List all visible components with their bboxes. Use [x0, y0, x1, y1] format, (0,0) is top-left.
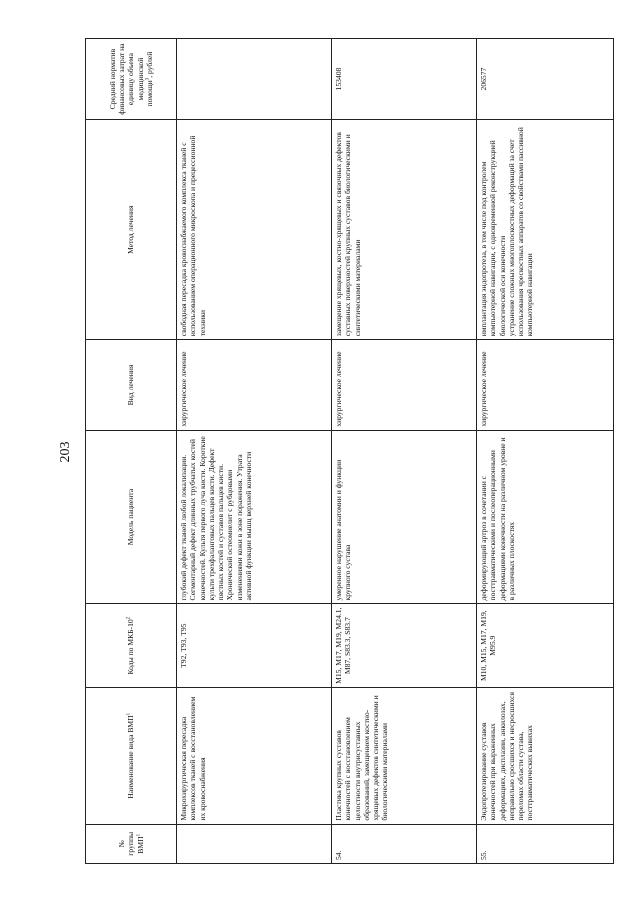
header-name: Наименование вида ВМП$^1$	[86, 687, 177, 824]
cell-name: Микрохирургическая пересадка комплексов тканей с восстановлением их кровоснабжения	[177, 687, 332, 824]
cell-group	[177, 824, 332, 863]
header-method: Метод лечения	[86, 120, 177, 340]
cell-model: глубокий дефект тканей любой локализации. Сегментарный дефект длинных трубчатых костей конечностей. Культя первого луча кисти. Короткие культи трехфаланговых пальцев кисти. Дефект пястных костей и суставов пальцев кисти. Хронический остеомиелит с рубцовыми изменениями кожи в зоне поражения. Утрата активной функции мышц верхней конечности	[177, 430, 332, 604]
cell-type: хирургическое лечение	[177, 340, 332, 430]
document-page	[40, 22, 600, 882]
header-type: Вид лечения	[86, 340, 177, 430]
cell-method: замещение хрящевых, костно-хрящевых и связочных дефектов суставных поверхностей крупных суставов биологическими и синтетическими материалами	[332, 120, 477, 340]
header-group: № группы ВМП$^1$	[86, 824, 177, 863]
cell-cost: 206577	[477, 39, 614, 120]
cell-codes: М15, М17, М19, М24.1, М87, S83.3, S83.7	[332, 604, 477, 687]
cell-cost	[177, 39, 332, 120]
cell-type: хирургическое лечение	[332, 340, 477, 430]
cell-group: 55.	[477, 824, 614, 863]
vmp-table	[85, 38, 614, 864]
header-codes: Коды по МКБ-$10^2$	[86, 604, 177, 687]
cell-model: умеренное нарушение анатомии и функции крупного сустава	[332, 430, 477, 604]
header-model: Модель пациента	[86, 430, 177, 604]
table-row	[477, 39, 614, 864]
cell-model: деформирующий артроз в сочетании с посттравматическими и послеоперационными деформациями конечности на различном уровне и в различных плоскостях	[477, 430, 614, 604]
cell-name: Пластика крупных суставов конечностей с восстановлением целостности внутрисуставных образований, замещением костно-хрящевых дефектов синтетическими и биологическими материалами	[332, 687, 477, 824]
cell-cost: 153408	[332, 39, 477, 120]
cell-method: свободная пересадка кровоснабжаемого комплекса тканей с использованием операционного микроскопа и прецессионной техники	[177, 120, 332, 340]
cell-type: хирургическое лечение	[477, 340, 614, 430]
table-row	[332, 39, 477, 864]
page-number: 203	[58, 441, 73, 463]
cell-group: 54.	[332, 824, 477, 863]
cell-method: имплантация эндопротеза, в том числе под контролем компьютерной навигации, с одновременной реконструкцией биологической оси конечности устранение сложных многоплоскостных деформаций за счет использования чрескостных аппаратов со свойствами пассивной компьютерной навигации	[477, 120, 614, 340]
cell-name: Эндопротезирование суставов конечностей при выраженных деформациях, дисплазии, анкилозах, неправильно сросшихся и несросшихся переломах области сустава, посттравматических вывихах	[477, 687, 614, 824]
cell-codes: М10, М15, М17, М19, М95.9	[477, 604, 614, 687]
header-cost: Средний норматив финансовых затрат на единицу объема медицинской помощи$^3$, рублей	[86, 39, 177, 120]
table-header-row	[86, 39, 177, 864]
cell-codes: Т92, Т93, Т95	[177, 604, 332, 687]
table-row	[177, 39, 332, 864]
